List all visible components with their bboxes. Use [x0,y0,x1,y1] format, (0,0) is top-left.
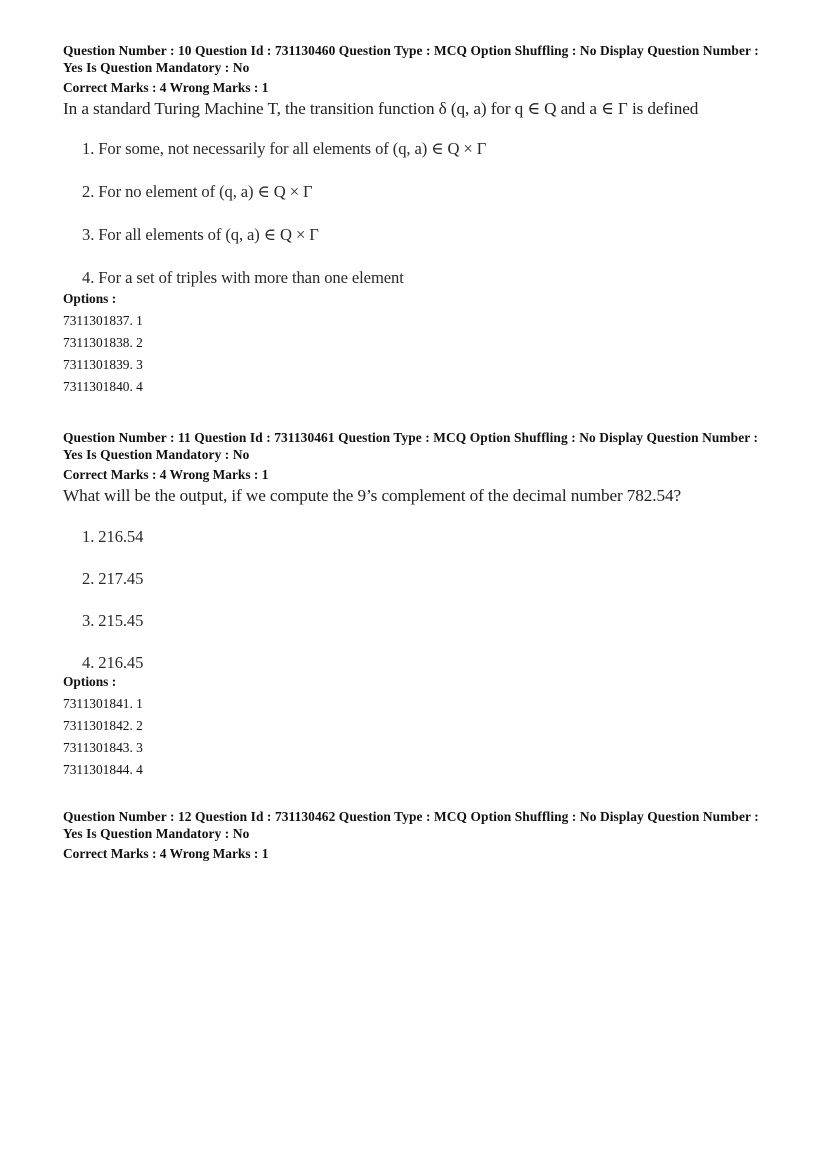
question-text: What will be the output, if we compute the 9’s complement of the decimal number 782.54? [63,485,681,505]
question-header: Question Number : 11 Question Id : 731130461 Question Type : MCQ Option Shuffling : No Display Question Number : Yes Is Question Mandatory : No [63,430,759,462]
option-id: 7311301841. 1 [63,695,143,711]
option-id: 7311301837. 1 [63,312,143,328]
answer-choice: 2. For no element of (q, a) ∈ Q × Γ [82,181,313,201]
option-id: 7311301838. 2 [63,334,143,350]
answer-choice: 4. 216.45 [82,652,144,672]
answer-choice: 3. 215.45 [82,610,144,630]
question-marks: Correct Marks : 4 Wrong Marks : 1 [63,846,269,861]
option-id: 7311301842. 2 [63,717,143,733]
question-marks: Correct Marks : 4 Wrong Marks : 1 [63,467,269,482]
question-text: In a standard Turing Machine T, the transition function δ (q, a) for q ∈ Q and a ∈ Γ is defined [63,98,699,118]
answer-choice: 1. For some, not necessarily for all elements of (q, a) ∈ Q × Γ [82,138,487,158]
answer-choice: 2. 217.45 [82,568,144,588]
option-id: 7311301840. 4 [63,378,143,394]
question-marks: Correct Marks : 4 Wrong Marks : 1 [63,80,269,95]
options-list [63,313,763,401]
answer-choice: 4. For a set of triples with more than one element [82,267,404,287]
question-block-11 [63,430,763,784]
option-id: 7311301844. 4 [63,761,143,777]
question-header: Question Number : 10 Question Id : 731130460 Question Type : MCQ Option Shuffling : No Display Question Number : Yes Is Question Mandatory : No [63,43,759,75]
question-header: Question Number : 12 Question Id : 731130462 Question Type : MCQ Option Shuffling : No Display Question Number : Yes Is Question Mandatory : No [63,809,759,841]
answer-choice: 3. For all elements of (q, a) ∈ Q × Γ [82,224,319,244]
answer-choices [63,139,763,288]
question-block-10 [63,43,763,401]
options-label: Options : [63,673,117,689]
options-list [63,696,763,784]
answer-choice: 1. 216.54 [82,526,144,546]
answer-choices [63,527,763,673]
options-label: Options : [63,290,117,306]
option-id: 7311301843. 3 [63,739,143,755]
question-block-12 [63,809,763,863]
option-id: 7311301839. 3 [63,356,143,372]
